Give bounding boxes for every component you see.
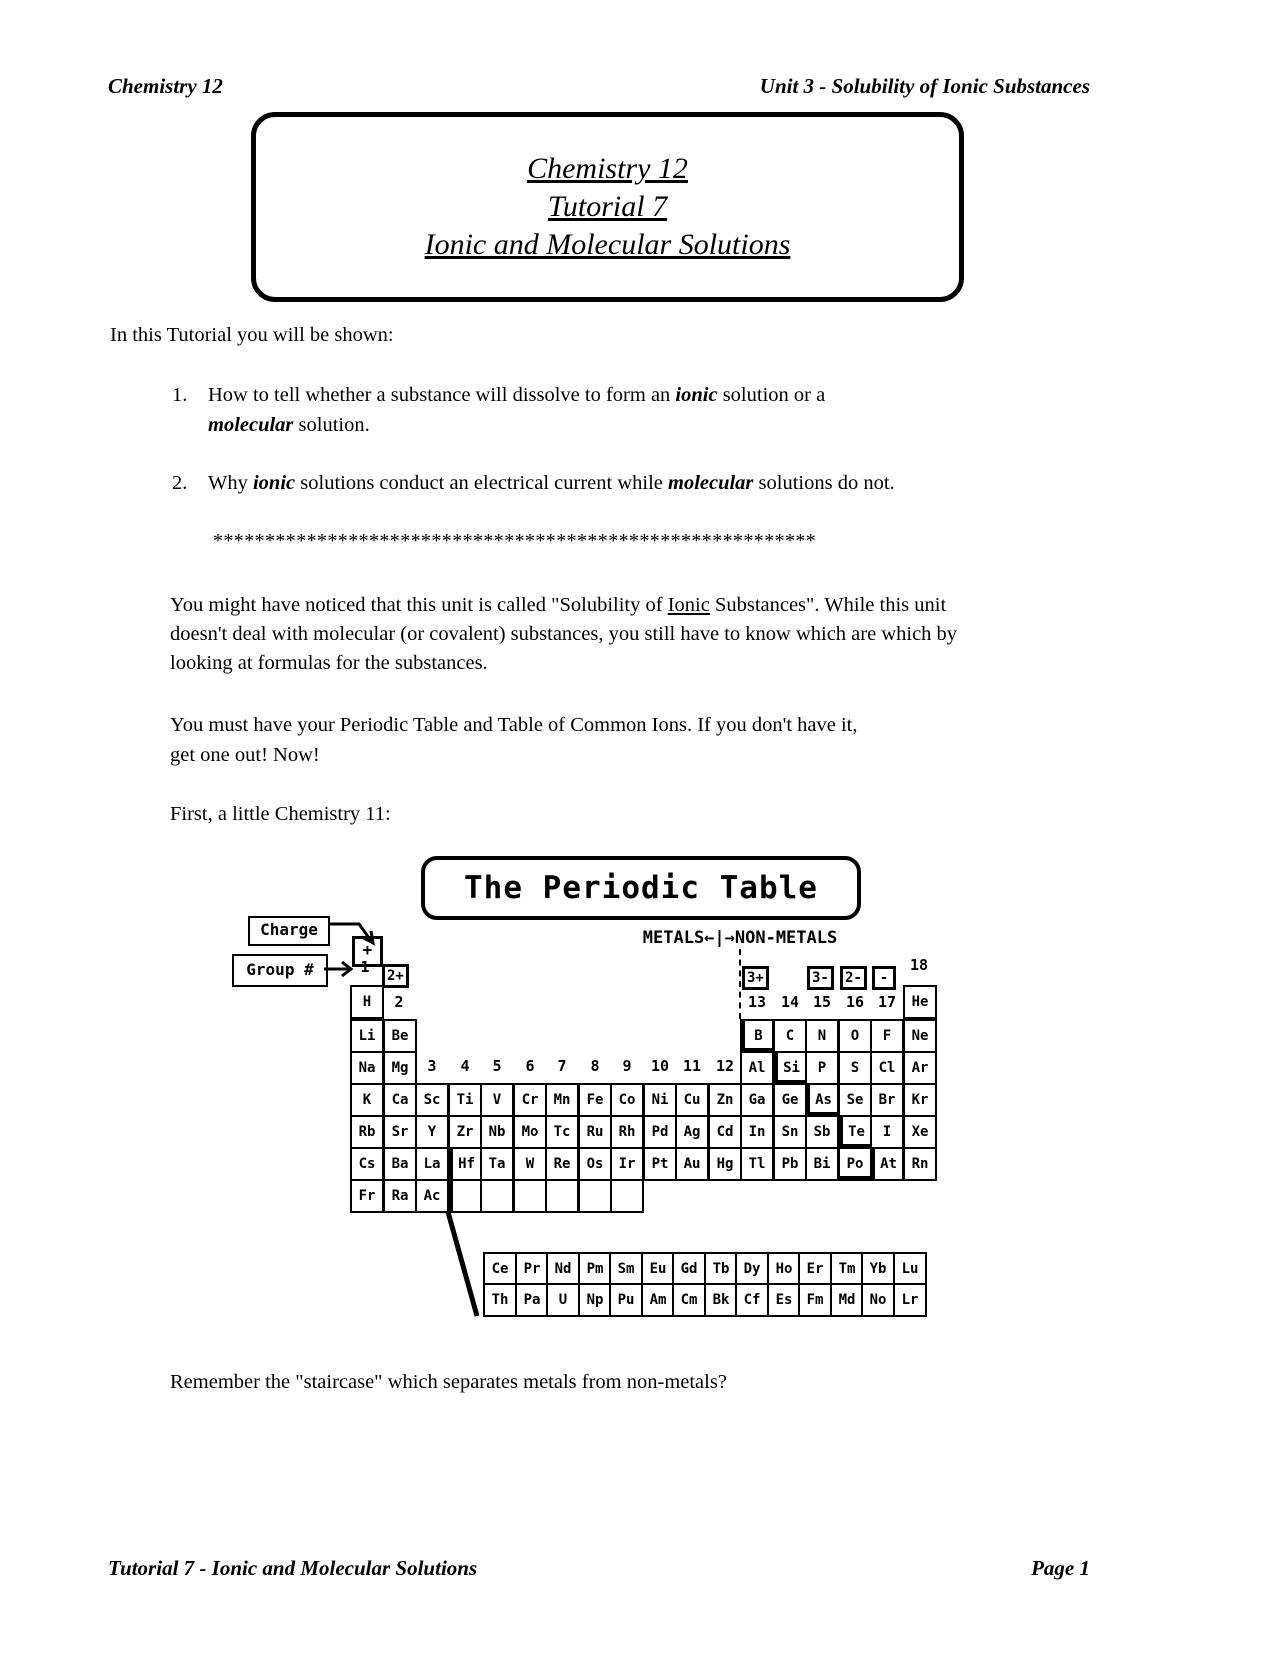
element-cell-Hf: Hf bbox=[448, 1147, 482, 1181]
element-cell-Nb: Nb bbox=[480, 1115, 514, 1149]
element-cell-Ar: Ar bbox=[903, 1051, 937, 1085]
element-cell-Bk: Bk bbox=[704, 1283, 738, 1317]
list-item-2-text: Why bbox=[208, 472, 253, 494]
element-cell-Pt: Pt bbox=[643, 1147, 677, 1181]
ionic-emphasis-2: ionic bbox=[252, 472, 296, 494]
group-number-label-box: Group # bbox=[232, 954, 328, 987]
list-item-2-line bbox=[208, 472, 895, 495]
list-item-1-text: How to tell whether a substance will dissolve to form an bbox=[208, 384, 676, 406]
paragraph-1-line-3: looking at formulas for the substances. bbox=[170, 652, 488, 674]
paragraph-3: First, a little Chemistry 11: bbox=[170, 803, 391, 825]
element-cell-Mg: Mg bbox=[383, 1051, 417, 1085]
element-cell-Cd: Cd bbox=[708, 1115, 742, 1149]
title-line-course: Chemistry 12 bbox=[527, 152, 688, 185]
element-cell-At: At bbox=[870, 1147, 904, 1181]
element-cell-Fm: Fm bbox=[798, 1283, 832, 1317]
element-cell-P: P bbox=[805, 1051, 839, 1085]
paragraph-1-text-end: Substances". While this unit bbox=[709, 594, 947, 616]
element-cell-Md: Md bbox=[830, 1283, 864, 1317]
element-cell-Se: Se bbox=[838, 1083, 872, 1117]
element-cell-Xe: Xe bbox=[903, 1115, 937, 1149]
group-1-label: 1 bbox=[360, 958, 370, 976]
group-12-label: 12 bbox=[715, 1057, 735, 1075]
group-6-label: 6 bbox=[525, 1057, 535, 1075]
title-line-tutorial: Tutorial 7 bbox=[547, 190, 668, 223]
group-17-label: 17 bbox=[877, 993, 897, 1011]
element-cell-La: La bbox=[415, 1147, 449, 1181]
element-cell-Pr: Pr bbox=[515, 1252, 549, 1286]
element-cell-Ne: Ne bbox=[903, 1019, 937, 1053]
element-cell-Rn: Rn bbox=[903, 1147, 937, 1181]
element-cell-Rh: Rh bbox=[610, 1115, 644, 1149]
element-cell-Yb: Yb bbox=[861, 1252, 895, 1286]
element-cell-Tc: Tc bbox=[545, 1115, 579, 1149]
element-cell-Es: Es bbox=[767, 1283, 801, 1317]
group-13-label: 13 bbox=[747, 993, 767, 1011]
element-cell-Ge: Ge bbox=[773, 1083, 807, 1117]
element-cell-O: O bbox=[838, 1019, 872, 1053]
metals-nonmetals-label: METALS←|→NON-METALS bbox=[642, 928, 838, 948]
title-line-topic: Ionic and Molecular Solutions bbox=[424, 228, 791, 261]
element-cell-B: B bbox=[740, 1019, 774, 1053]
element-cell-Cl: Cl bbox=[870, 1051, 904, 1085]
asterisk-divider: ********************************************************** bbox=[213, 530, 817, 552]
element-cell-Sn: Sn bbox=[773, 1115, 807, 1149]
element-cell-U: U bbox=[546, 1283, 580, 1317]
element-cell-Te: Te bbox=[838, 1115, 872, 1149]
element-cell-He: He bbox=[903, 985, 937, 1019]
element-cell-Cr: Cr bbox=[513, 1083, 547, 1117]
element-cell-Bi: Bi bbox=[805, 1147, 839, 1181]
element-cell-Be: Be bbox=[383, 1019, 417, 1053]
lanthanide-connector-line bbox=[225, 852, 949, 1330]
group-11-label: 11 bbox=[682, 1057, 702, 1075]
molecular-emphasis: molecular bbox=[208, 414, 294, 436]
charge-box-2-: 2- bbox=[840, 966, 867, 990]
element-cell-Fe: Fe bbox=[578, 1083, 612, 1117]
footer-title: Tutorial 7 - Ionic and Molecular Solutions bbox=[108, 1556, 478, 1580]
element-cell-Li: Li bbox=[350, 1019, 384, 1053]
element-cell-No: No bbox=[861, 1283, 895, 1317]
element-cell-F: F bbox=[870, 1019, 904, 1053]
element-cell-Ac: Ac bbox=[415, 1179, 449, 1213]
element-cell-Ce: Ce bbox=[483, 1252, 517, 1286]
charge-label-box: Charge bbox=[248, 916, 330, 946]
element-cell-Kr: Kr bbox=[903, 1083, 937, 1117]
list-item-1-line-2 bbox=[208, 414, 370, 437]
group-7-label: 7 bbox=[557, 1057, 567, 1075]
group-14-label: 14 bbox=[780, 993, 800, 1011]
list-item-2-text-mid: solutions conduct an electrical current while bbox=[295, 472, 668, 494]
element-cell-Si: Si bbox=[773, 1051, 807, 1085]
element-cell-Nd: Nd bbox=[546, 1252, 580, 1286]
element-cell-C: C bbox=[773, 1019, 807, 1053]
element-cell-Tm: Tm bbox=[830, 1252, 864, 1286]
empty-cell bbox=[448, 1179, 482, 1213]
element-cell-Cs: Cs bbox=[350, 1147, 384, 1181]
element-cell-Zn: Zn bbox=[708, 1083, 742, 1117]
element-cell-Ho: Ho bbox=[767, 1252, 801, 1286]
element-cell-Lu: Lu bbox=[893, 1252, 927, 1286]
molecular-emphasis-2: molecular bbox=[668, 472, 754, 494]
element-cell-Er: Er bbox=[798, 1252, 832, 1286]
charge-box-3+: 3+ bbox=[742, 966, 769, 990]
element-cell-Tl: Tl bbox=[740, 1147, 774, 1181]
group-10-label: 10 bbox=[650, 1057, 670, 1075]
element-cell-Mo: Mo bbox=[513, 1115, 547, 1149]
element-cell-Pb: Pb bbox=[773, 1147, 807, 1181]
ionic-emphasis: ionic bbox=[675, 384, 718, 406]
paragraph-2-line-1: You must have your Periodic Table and Table of Common Ions. If you don't have it, bbox=[170, 714, 858, 736]
element-cell-Co: Co bbox=[610, 1083, 644, 1117]
list-item-1-line-2-text: solution. bbox=[293, 414, 370, 436]
element-cell-Po: Po bbox=[838, 1147, 872, 1181]
element-cell-Gd: Gd bbox=[672, 1252, 706, 1286]
group-4-label: 4 bbox=[460, 1057, 470, 1075]
element-cell-K: K bbox=[350, 1083, 384, 1117]
element-cell-V: V bbox=[480, 1083, 514, 1117]
element-cell-Na: Na bbox=[350, 1051, 384, 1085]
element-cell-Ra: Ra bbox=[383, 1179, 417, 1213]
element-cell-Tb: Tb bbox=[704, 1252, 738, 1286]
element-cell-Ca: Ca bbox=[383, 1083, 417, 1117]
periodic-table-title: The Periodic Table bbox=[464, 870, 818, 906]
element-cell-As: As bbox=[805, 1083, 839, 1117]
element-cell-Mn: Mn bbox=[545, 1083, 579, 1117]
footer-page-number: Page 1 bbox=[1031, 1556, 1090, 1580]
paragraph-1-text: You might have noticed that this unit is called "Solubility of bbox=[170, 594, 668, 616]
element-cell-Al: Al bbox=[740, 1051, 774, 1085]
group-9-label: 9 bbox=[622, 1057, 632, 1075]
remember-text: Remember the "staircase" which separates metals from non-metals? bbox=[170, 1371, 727, 1393]
element-cell-Th: Th bbox=[483, 1283, 517, 1317]
paragraph-1-line-1 bbox=[170, 594, 946, 617]
element-cell-Re: Re bbox=[545, 1147, 579, 1181]
plus-charge-box: + bbox=[352, 936, 383, 967]
group-5-label: 5 bbox=[492, 1057, 502, 1075]
element-cell-Np: Np bbox=[578, 1283, 612, 1317]
element-cell-Ru: Ru bbox=[578, 1115, 612, 1149]
element-cell-Pa: Pa bbox=[515, 1283, 549, 1317]
element-cell-Sm: Sm bbox=[609, 1252, 643, 1286]
list-item-2-text-end: solutions do not. bbox=[753, 472, 895, 494]
element-cell-Y: Y bbox=[415, 1115, 449, 1149]
group-16-label: 16 bbox=[845, 993, 865, 1011]
list-item-1-line-1 bbox=[208, 384, 825, 407]
element-cell-Pd: Pd bbox=[643, 1115, 677, 1149]
element-cell-Zr: Zr bbox=[448, 1115, 482, 1149]
element-cell-Lr: Lr bbox=[893, 1283, 927, 1317]
element-cell-Ni: Ni bbox=[643, 1083, 677, 1117]
element-cell-Br: Br bbox=[870, 1083, 904, 1117]
group-8-label: 8 bbox=[590, 1057, 600, 1075]
element-cell-Ga: Ga bbox=[740, 1083, 774, 1117]
intro-text: In this Tutorial you will be shown: bbox=[110, 324, 394, 346]
element-cell-N: N bbox=[805, 1019, 839, 1053]
element-cell-Pu: Pu bbox=[609, 1283, 643, 1317]
element-cell-Ir: Ir bbox=[610, 1147, 644, 1181]
header-unit-title: Unit 3 - Solubility of Ionic Substances bbox=[759, 74, 1090, 98]
element-cell-Sc: Sc bbox=[415, 1083, 449, 1117]
group-15-label: 15 bbox=[812, 993, 832, 1011]
element-cell-Cm: Cm bbox=[672, 1283, 706, 1317]
element-cell-Am: Am bbox=[641, 1283, 675, 1317]
element-cell-Cf: Cf bbox=[735, 1283, 769, 1317]
element-cell-H: H bbox=[350, 985, 384, 1019]
header-course: Chemistry 12 bbox=[108, 74, 223, 98]
group-3-label: 3 bbox=[427, 1057, 437, 1075]
element-cell-S: S bbox=[838, 1051, 872, 1085]
element-cell-Ba: Ba bbox=[383, 1147, 417, 1181]
element-cell-Sr: Sr bbox=[383, 1115, 417, 1149]
ionic-underlined: Ionic bbox=[667, 594, 710, 616]
element-cell-Rb: Rb bbox=[350, 1115, 384, 1149]
list-item-1-text-end: solution or a bbox=[717, 384, 826, 406]
paragraph-1-line-2: doesn't deal with molecular (or covalent) substances, you still have to know which are which by bbox=[170, 623, 958, 645]
charge-box-3-: 3- bbox=[807, 966, 834, 990]
group-2-label: 2 bbox=[394, 993, 404, 1011]
element-cell-Os: Os bbox=[578, 1147, 612, 1181]
element-cell-In: In bbox=[740, 1115, 774, 1149]
element-cell-W: W bbox=[513, 1147, 547, 1181]
group-18-label: 18 bbox=[909, 956, 929, 974]
element-cell-Eu: Eu bbox=[641, 1252, 675, 1286]
element-cell-Dy: Dy bbox=[735, 1252, 769, 1286]
element-cell-Sb: Sb bbox=[805, 1115, 839, 1149]
paragraph-2-line-2: get one out! Now! bbox=[170, 744, 320, 766]
element-cell-Ta: Ta bbox=[480, 1147, 514, 1181]
element-cell-Cu: Cu bbox=[675, 1083, 709, 1117]
charge-box--: - bbox=[872, 966, 896, 990]
element-cell-Ti: Ti bbox=[448, 1083, 482, 1117]
element-cell-I: I bbox=[870, 1115, 904, 1149]
list-item-2-number: 2. bbox=[172, 472, 188, 494]
element-cell-Ag: Ag bbox=[675, 1115, 709, 1149]
element-cell-Fr: Fr bbox=[350, 1179, 384, 1213]
element-cell-Hg: Hg bbox=[708, 1147, 742, 1181]
list-item-1-number: 1. bbox=[172, 384, 188, 406]
title-box bbox=[251, 112, 964, 302]
charge-2plus-box: 2+ bbox=[382, 964, 409, 988]
element-cell-Pm: Pm bbox=[578, 1252, 612, 1286]
element-cell-Au: Au bbox=[675, 1147, 709, 1181]
periodic-table-figure bbox=[225, 852, 949, 1330]
